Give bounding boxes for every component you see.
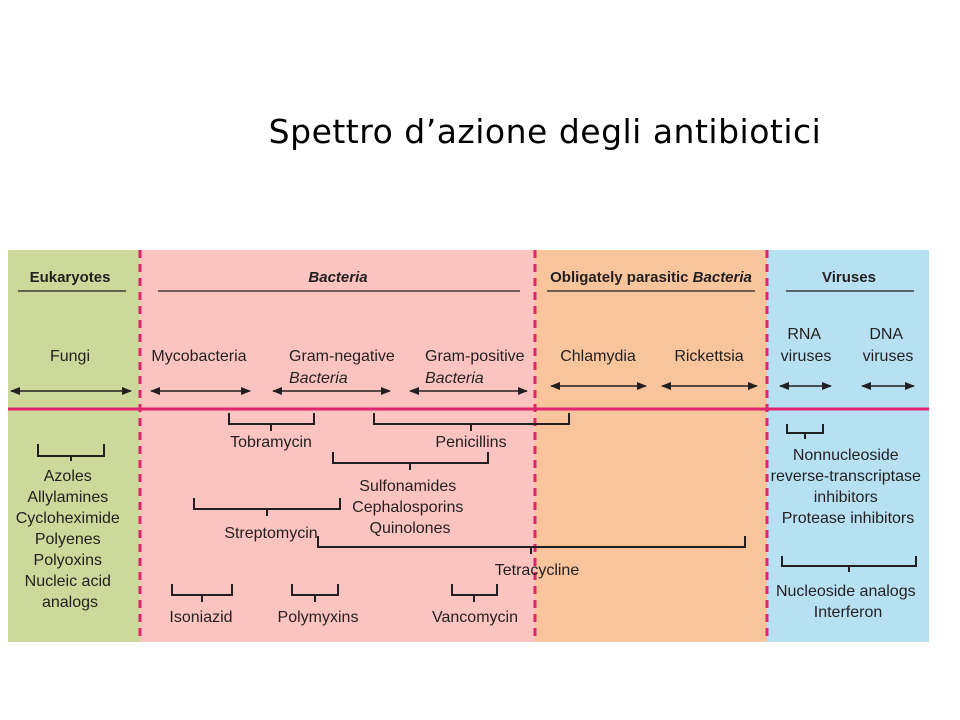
drug-isoniazid: Isoniazid [169,609,233,626]
label-rna-viruses-line2: viruses [780,348,832,365]
drug-allylamines: Allylamines [27,489,109,506]
drug-interferon: Interferon [813,604,883,621]
label-dna-viruses-line1: DNA [869,326,903,343]
header-bacteria: Bacteria [308,269,368,286]
drug-polyoxins: Polyoxins [33,552,103,569]
label-gram-positive-line1: Gram-positive [425,348,525,365]
drug-azoles: Azoles [43,468,92,485]
drug-cephalosporins: Cephalosporins [352,499,464,516]
drug-inhibitors: inhibitors [813,489,878,506]
drug-protease-inhibitors: Protease inhibitors [781,510,915,527]
label-gram-positive-line2: Bacteria [425,370,484,387]
drug-nucleic-acid: Nucleic acid [24,573,111,590]
drug-tetracycline: Tetracycline [494,562,580,579]
slide-title: Spettro d’azione degli antibiotici [268,112,822,151]
header-obligate-bacteria [550,269,752,286]
header-eukaryotes: Eukaryotes [29,269,111,286]
drug-streptomycin: Streptomycin [224,525,318,542]
drug-analogs: analogs [41,594,99,611]
label-rickettsia: Rickettsia [674,348,744,365]
drug-reverse-transcriptase: reverse-transcriptase [770,468,921,485]
drug-nonnucleoside: Nonnucleoside [792,447,899,464]
header-obligate-em: Bacteria [692,269,752,286]
drugs-sulfonamides-group [352,478,468,537]
header-obligate-prefix: Obligately parasitic [550,269,693,286]
drug-sulfonamides: Sulfonamides [359,478,457,495]
label-chlamydia: Chlamydia [560,348,636,365]
label-gram-negative-line2: Bacteria [289,370,348,387]
label-rna-viruses-line1: RNA [787,326,821,343]
drug-vancomycin: Vancomycin [432,609,518,626]
label-dna-viruses-line2: viruses [862,348,914,365]
drug-tobramycin: Tobramycin [230,434,312,451]
drug-quinolones: Quinolones [369,520,451,537]
label-gram-negative-line1: Gram-negative [289,348,395,365]
drug-penicillins: Penicillins [435,434,507,451]
header-viruses: Viruses [822,269,876,286]
drug-polymyxins: Polymyxins [277,609,359,626]
panel-obligate-bacteria [535,250,767,642]
drug-nucleoside-analogs: Nucleoside analogs [775,583,916,600]
label-fungi: Fungi [49,348,91,365]
label-mycobacteria: Mycobacteria [151,348,247,365]
drug-polyenes: Polyenes [34,531,101,548]
drug-cycloheximide: Cycloheximide [15,510,120,527]
